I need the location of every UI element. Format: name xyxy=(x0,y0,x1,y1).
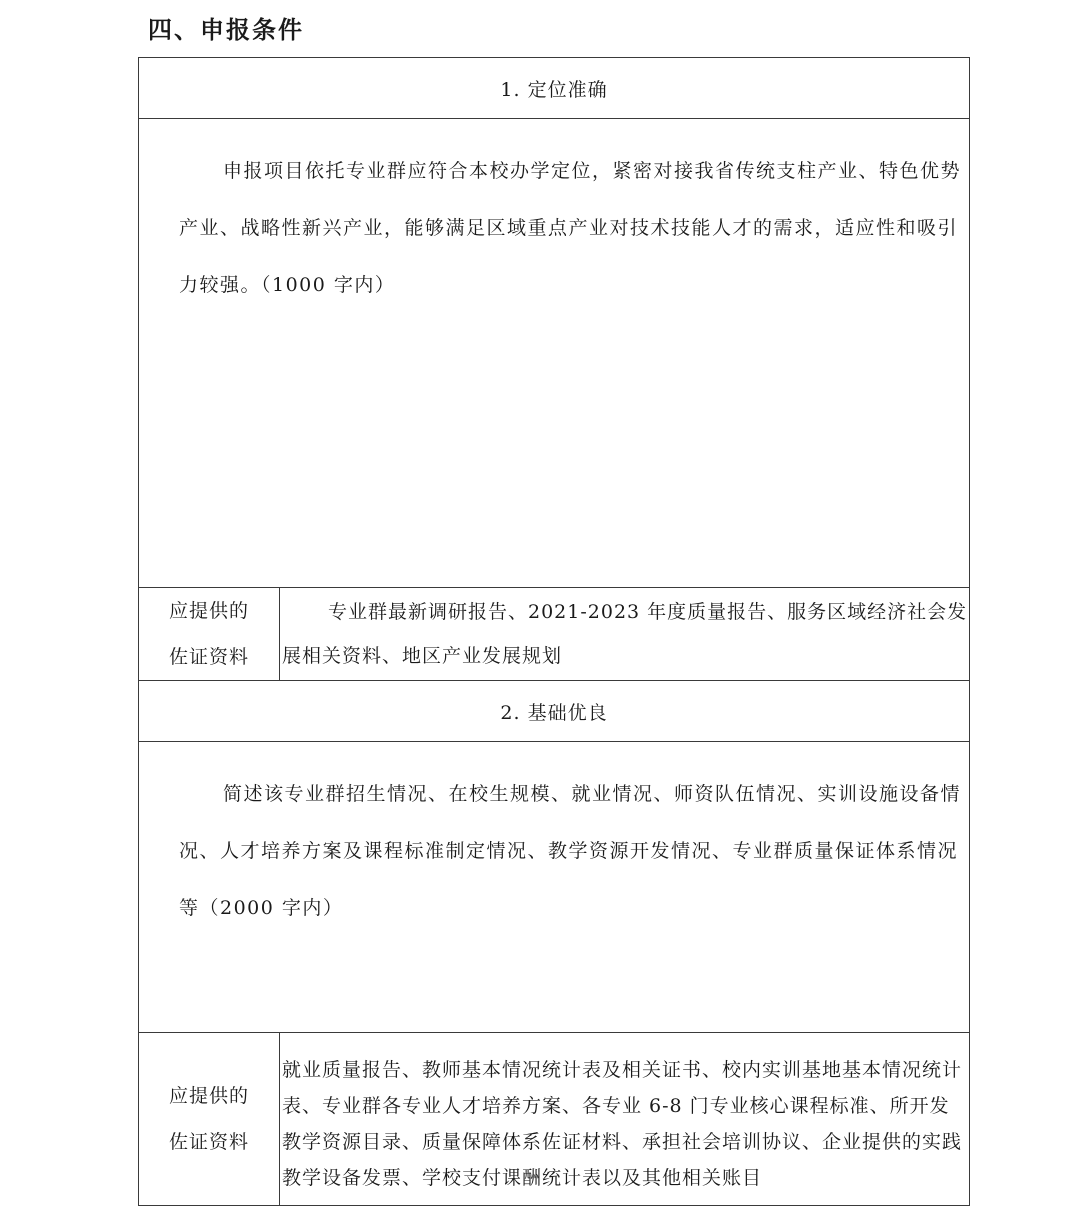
evidence-label-line1: 应提供的 xyxy=(168,600,249,622)
block-1-heading-row xyxy=(139,58,970,119)
block-1-description-row xyxy=(139,119,970,588)
section-title: 四、申报条件 xyxy=(148,16,304,44)
application-conditions-table xyxy=(138,57,970,1206)
block-2-heading: 2. 基础优良 xyxy=(139,681,970,742)
block-2-evidence-label xyxy=(139,1033,280,1206)
block-1-evidence-label xyxy=(139,588,280,681)
block-1-description: 申报项目依托专业群应符合本校办学定位，紧密对接我省传统支柱产业、特色优势产业、战略性新兴产业，能够满足区域重点产业对技术技能人才的需求，适应性和吸引力较强。（1000 字内） xyxy=(179,160,962,296)
block-2-description-row xyxy=(139,742,970,1033)
block-2-description: 简述该专业群招生情况、在校生规模、就业情况、师资队伍情况、实训设施设备情况、人才培养方案及课程标准制定情况、教学资源开发情况、专业群质量保证体系情况等（2000 字内） xyxy=(179,783,962,919)
evidence-label-line2: 佐证资料 xyxy=(168,646,249,668)
block-1-heading: 1. 定位准确 xyxy=(139,58,970,119)
block-1-evidence-row xyxy=(139,588,970,681)
block-1-description-cell[interactable] xyxy=(139,119,970,588)
block-2-description-cell[interactable] xyxy=(139,742,970,1033)
block-2-heading-row xyxy=(139,681,970,742)
block-2-evidence-text: 就业质量报告、教师基本情况统计表及相关证书、校内实训基地基本情况统计表、专业群各专业人才培养方案、各专业 6-8 门专业核心课程标准、所开发教学资源目录、质量保障体系佐证材料、承担社会培训协议、企业提供的实践教学设备发票、学校支付课酬统计表以及其他相关账目 xyxy=(280,1033,970,1206)
evidence-label-line2: 佐证资料 xyxy=(168,1131,249,1153)
block-2-evidence-row xyxy=(139,1033,970,1206)
block-1-evidence-text: 专业群最新调研报告、2021-2023 年度质量报告、服务区域经济社会发展相关资料、地区产业发展规划 xyxy=(280,588,970,681)
evidence-label-line1: 应提供的 xyxy=(168,1085,249,1107)
